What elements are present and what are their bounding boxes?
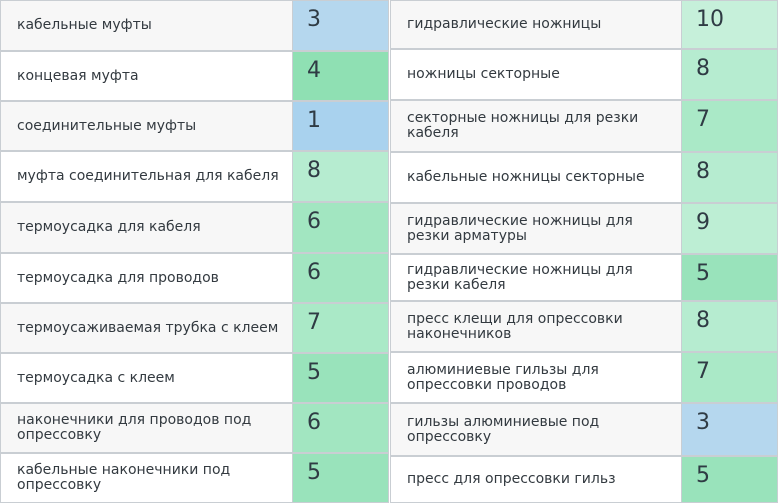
keyword-cell [0, 51, 292, 101]
value-cell [681, 152, 778, 203]
value-cell [292, 353, 389, 403]
value-text: 3 [307, 7, 321, 32]
value-cell [681, 352, 778, 403]
value-text: 5 [696, 463, 710, 488]
keyword-cell [0, 303, 292, 353]
value-text: 1 [307, 108, 321, 133]
keyword-text: кабельные наконечники под опрессовку [17, 462, 231, 493]
table-row [390, 254, 778, 301]
value-text: 7 [307, 310, 321, 335]
keyword-text: соединительные муфты [17, 117, 197, 134]
value-cell [681, 301, 778, 352]
keyword-text: пресс для опрессовки гильз [407, 471, 616, 487]
value-text: 8 [696, 308, 710, 333]
keyword-text: термоусадка с клеем [17, 369, 175, 386]
table-row [0, 51, 389, 101]
value-cell [292, 151, 389, 202]
keyword-text: наконечники для проводов под опрессовку [17, 412, 252, 443]
value-cell [681, 100, 778, 152]
value-text: 6 [307, 410, 321, 435]
keyword-cell [390, 352, 681, 403]
keyword-text: секторные ножницы для резки кабеля [407, 110, 639, 141]
keyword-text: термоусадка для проводов [17, 269, 219, 286]
keyword-cell [0, 253, 292, 303]
value-text: 5 [307, 360, 321, 385]
keyword-text: кабельные муфты [17, 17, 152, 33]
value-text: 7 [696, 359, 710, 384]
table-row [0, 0, 389, 51]
table-row [390, 0, 778, 49]
keyword-cell [390, 152, 681, 203]
value-cell [292, 303, 389, 353]
value-cell [292, 101, 389, 151]
keyword-cell [390, 49, 681, 100]
keyword-text: кабельные ножницы секторные [407, 169, 645, 185]
keyword-cell [390, 203, 681, 254]
table-row [390, 203, 778, 254]
table-row [390, 152, 778, 203]
keyword-cell [0, 0, 292, 51]
keyword-text: гидравлические ножницы для резки кабеля [407, 261, 633, 293]
keyword-text: гильзы алюминиевые под опрессовку [407, 413, 600, 445]
value-cell [292, 202, 389, 253]
table-row [0, 353, 389, 403]
table-row [390, 301, 778, 352]
table-row [0, 202, 389, 253]
value-text: 6 [307, 260, 321, 285]
table-row [390, 49, 778, 100]
keyword-text: пресс клещи для опрессовки наконечников [407, 310, 623, 342]
value-text: 4 [307, 58, 321, 83]
keyword-text: гидравлические ножницы для резки арматуры [407, 212, 633, 244]
value-text: 6 [307, 209, 321, 234]
value-cell [681, 0, 778, 49]
keyword-text: термоусаживаемая трубка с клеем [17, 319, 279, 336]
value-cell [681, 456, 778, 503]
value-text: 9 [696, 210, 710, 235]
value-text: 7 [696, 107, 710, 132]
keyword-cell [390, 403, 681, 456]
value-cell [681, 49, 778, 100]
keyword-text: гидравлические ножницы [407, 16, 602, 32]
value-cell [292, 51, 389, 101]
table-row [0, 303, 389, 353]
table-row [0, 151, 389, 202]
keyword-cell [390, 254, 681, 301]
keyword-cell [390, 456, 681, 503]
keyword-cell [0, 453, 292, 503]
keyword-cell [0, 101, 292, 151]
keyword-text: термоусадка для кабеля [17, 219, 201, 235]
table-row [0, 453, 389, 503]
table-row [0, 253, 389, 303]
keyword-cell [0, 151, 292, 202]
value-text: 5 [696, 261, 710, 286]
keyword-cell [390, 301, 681, 352]
table-row [390, 456, 778, 503]
value-text: 10 [696, 7, 724, 32]
keyword-text: ножницы секторные [407, 66, 560, 82]
value-cell [681, 203, 778, 254]
value-cell [292, 453, 389, 503]
value-cell [292, 403, 389, 453]
value-text: 8 [307, 158, 321, 183]
table-row [390, 352, 778, 403]
keyword-cell [0, 202, 292, 253]
keyword-cell [0, 353, 292, 403]
value-cell [292, 253, 389, 303]
value-cell [292, 0, 389, 51]
table-row [0, 101, 389, 151]
value-text: 3 [696, 410, 710, 435]
value-cell [681, 403, 778, 456]
value-text: 8 [696, 56, 710, 81]
keyword-text: алюминиевые гильзы для опрессовки проводов [407, 361, 599, 393]
keyword-text: муфта соединительная для кабеля [17, 168, 279, 184]
keyword-text: концевая муфта [17, 67, 139, 84]
value-text: 8 [696, 159, 710, 184]
table-row [0, 403, 389, 453]
keyword-cell [390, 100, 681, 152]
table-row [390, 403, 778, 456]
value-text: 5 [307, 460, 321, 485]
keyword-cell [390, 0, 681, 49]
table-row [390, 100, 778, 152]
value-cell [681, 254, 778, 301]
keyword-cell [0, 403, 292, 453]
